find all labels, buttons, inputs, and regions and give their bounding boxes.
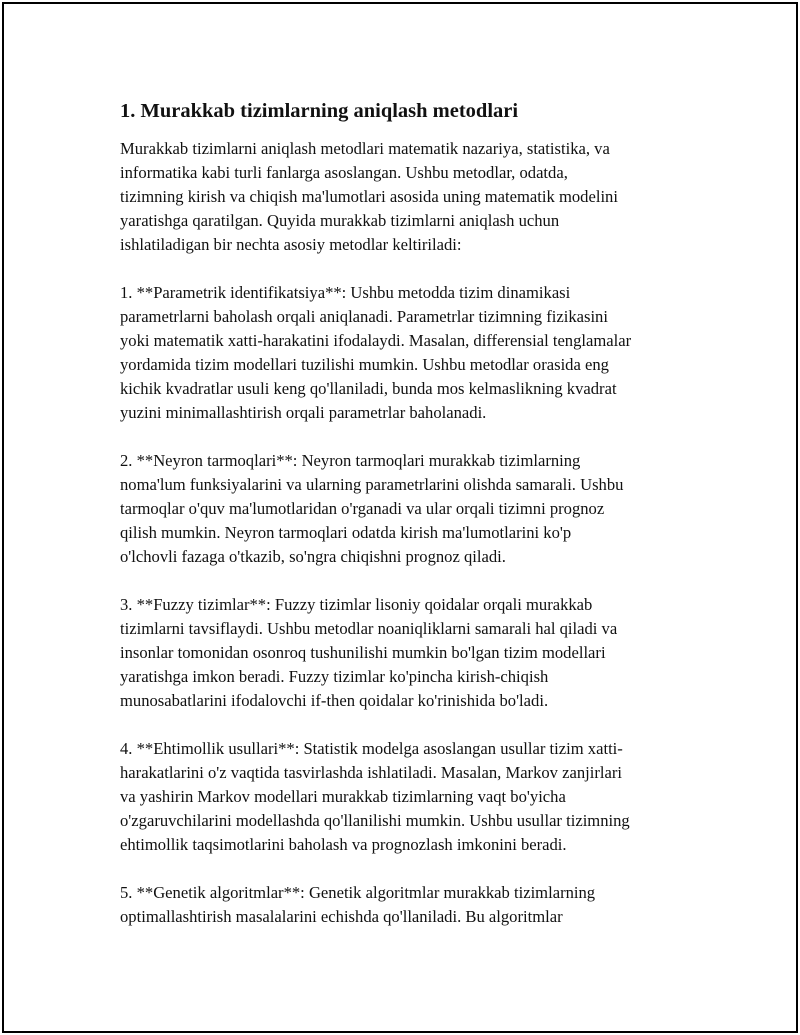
method-fuzzy-systems-paragraph: 3. **Fuzzy tizimlar**: Fuzzy tizimlar lisoniy qoidalar orqali murakkab tizimlarni tavsiflaydi. Ushbu metodlar noaniqliklarni samarali hal qiladi va insonlar tomonidan osonroq tushunilishi mumkin bo'lgan tizim modellari yaratishga imkon beradi. Fuzzy tizimlar ko'pincha kirish-chiqish munosabatlarini ifodalovchi if-then qoidalar ko'rinishida bo'ladi. [120,595,618,710]
paragraph-spacer [120,425,695,449]
intro-paragraph: Murakkab tizimlarni aniqlash metodlari matematik nazariya, statistika, va informatika kabi turli fanlarga asoslangan. Ushbu metodlar, odatda, tizimning kirish va chiqish ma'lumotlari asosida uning matematik modelini yaratishga qaratilgan. Quyida murakkab tizimlarni aniqlash uchun ishlatiladigan bir nechta asosiy metodlar keltiriladi: [120,139,618,254]
method-probabilistic-paragraph: 4. **Ehtimollik usullari**: Statistik modelga asoslangan usullar tizim xatti- harakatlarini o'z vaqtida tasvirlashda ishlatiladi. Masalan, Markov zanjirlari va yashirin Markov modellari murakkab tizimlarning vaqt bo'yicha o'zgaruvchilarini modellashda qo'llanilishi mumkin. Ushbu usullar tizimning ehtimollik taqsimotlarini baholash va prognozlash imkonini beradi. [120,739,630,854]
method-genetic-paragraph: 5. **Genetik algoritmlar**: Genetik algoritmlar murakkab tizimlarning optimallashtirish masalalarini echishda qo'llaniladi. Bu algoritmlar [120,883,596,926]
paragraph-spacer [120,857,695,881]
paragraph-spacer [120,257,695,281]
section-heading: 1. Murakkab tizimlarning aniqlash metodlari [120,100,519,122]
paragraph-spacer [120,569,695,593]
method-parametric-paragraph: 1. **Parametrik identifikatsiya**: Ushbu metodda tizim dinamikasi parametrlarni baholash orqali aniqlanadi. Parametrlar tizimning fizikasini yoki matematik xatti-harakatini ifodalaydi. Masalan, differensial tenglamalar yordamida tizim modellari tuzilishi mumkin. Ushbu metodlar orasida eng kichik kvadratlar usuli keng qo'llaniladi, bunda mos kelmaslikning kvadrat yuzini minimallashtirish orqali parametrlar baholanadi. [120,283,632,422]
document-page [2,2,798,1033]
paragraph-spacer [120,713,695,737]
method-neural-networks-paragraph: 2. **Neyron tarmoqlari**: Neyron tarmoqlari murakkab tizimlarning noma'lum funksiyalarini va ularning parametrlarini olishda samarali. Ushbu tarmoqlar o'quv ma'lumotlaridan o'rganadi va ular orqali tizimni prognoz qilish mumkin. Neyron tarmoqlari odatda kirish ma'lumotlarini ko'p o'lchovli fazaga o'tkazib, so'ngra chiqishni prognoz qiladi. [120,451,624,566]
document-content [120,98,695,929]
